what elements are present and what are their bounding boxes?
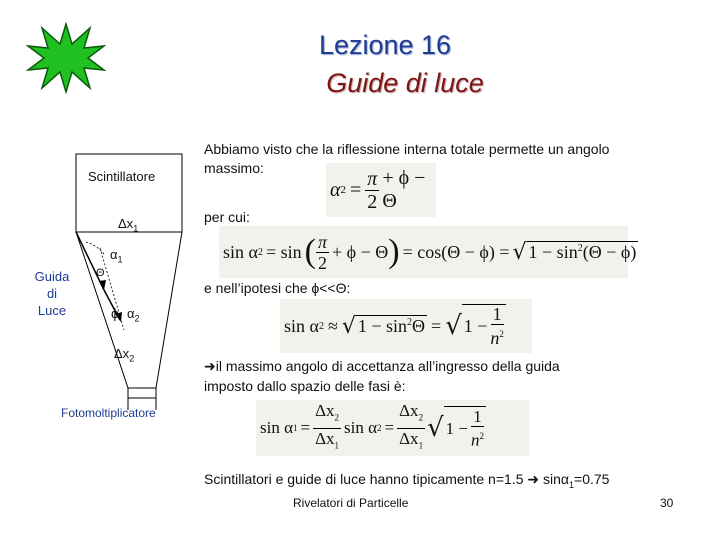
per-cui-text: per cui: <box>204 209 250 225</box>
right-arrow-icon: ➜ <box>527 472 540 488</box>
intro-text: Abbiamo visto che la riflessione interna totale permette un angolo massimo: <box>204 141 610 176</box>
scintillator-label: Scintillatore <box>88 169 156 184</box>
slide-title: Lezione 16 <box>318 30 452 60</box>
pmt-box <box>128 388 156 398</box>
page-number: 30 <box>660 496 674 510</box>
dx2-label: $\Delta x_2$ <box>114 346 135 364</box>
conclusion-text: Scintillatori e guide di luce hanno tipicamente n=1.5 ➜ sinα$_1$=0.75 <box>204 471 610 490</box>
pmt-label: Fotomoltiplicatore <box>61 406 156 420</box>
dx1-label: $\Delta x_1$ <box>118 216 139 234</box>
alpha1-label: $\alpha_1$ <box>110 247 123 265</box>
formula-sin-alpha2: sin α 2 = sin ( π 2 + ϕ − Θ ) = cos(Θ − ϕ) = √ $1 - \sin^2(\Theta - \phi)$ <box>219 226 628 278</box>
right-arrow-icon: ➜ <box>204 359 216 375</box>
formula-sin-alpha1: sin α 1 = $\frac{\Delta x_2}{\Delta x_1}$ sin α 2 = $\frac{\Delta x_2}{\Delta x_1}$ √ 1 − $\frac{1}{n^2}$ <box>256 400 529 456</box>
formula-alpha2: α 2 = $\frac{\pi}{2}$ + ϕ − Θ <box>326 163 436 217</box>
max-angle-text: ➜il massimo angolo di accettanza all’ingresso della guida imposto dallo spazio delle fasi è: <box>204 358 560 394</box>
guide-label: Guida di Luce <box>34 269 70 318</box>
hypothesis-text: e nell’ipotesi che ϕ<<Θ: <box>204 280 351 296</box>
alpha2-label: $\alpha_2$ <box>127 306 140 324</box>
slide-subtitle: Guide di luce <box>326 68 484 98</box>
phi-label: ϕ <box>111 305 119 321</box>
footer-text: Rivelatori di Particelle <box>293 496 409 510</box>
guide-right-edge <box>156 232 182 388</box>
theta-label: Θ <box>96 267 105 279</box>
formula-sin-alpha2-approx: sin α 2 ≈ √ $1 - \sin^2\Theta$ = √ 1 − $\frac{1}{n^2}$ <box>280 299 532 353</box>
